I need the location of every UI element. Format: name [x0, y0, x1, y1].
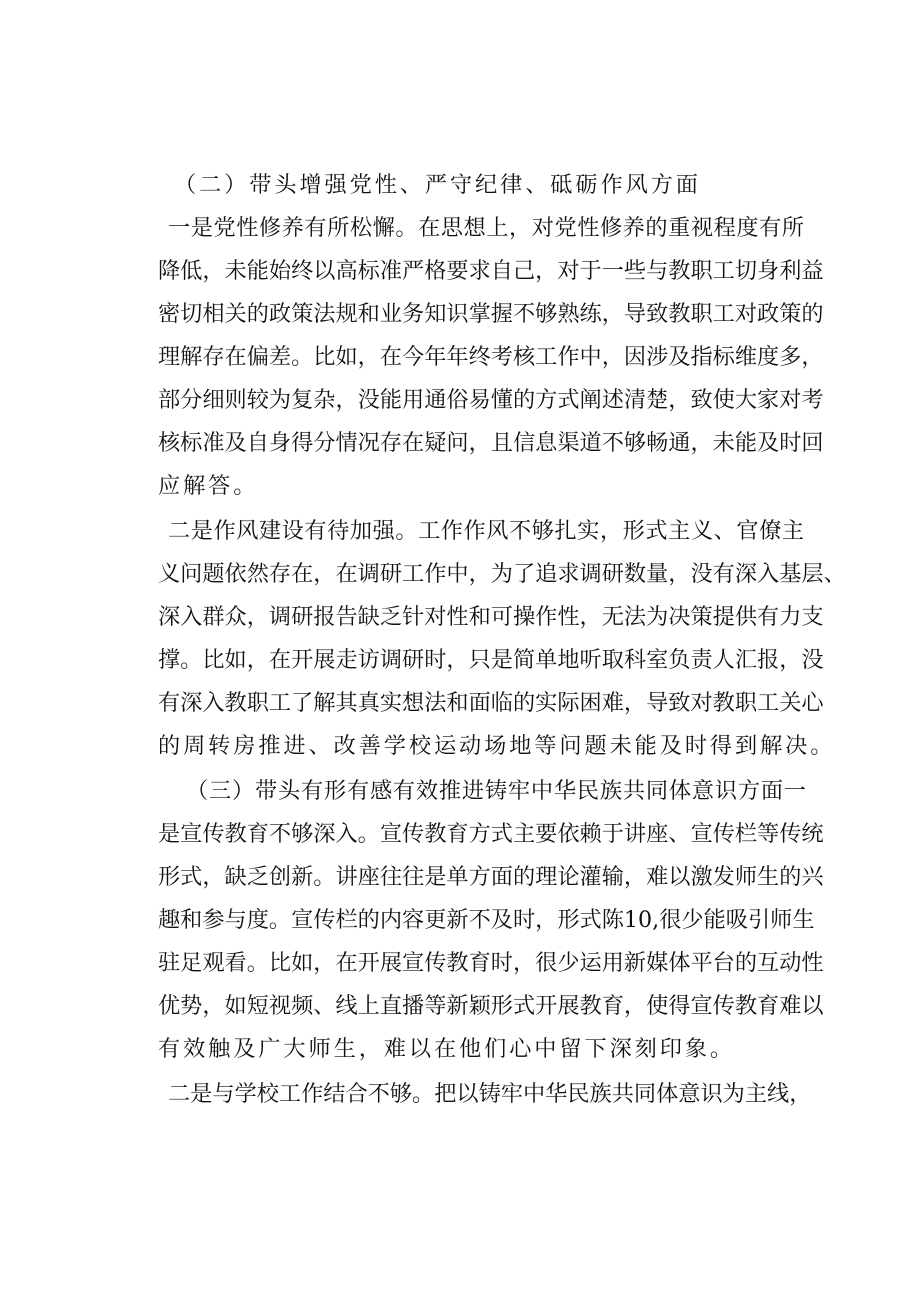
paragraph-line: 二是与学校工作结合不够。把以铸牢中华民族共同体意识为主线， [168, 1081, 812, 1107]
paragraph-line: 应解答。 [158, 473, 259, 499]
paragraph-line: 是宣传教育不够深入。宣传教育方式主要依赖于讲座、宣传栏等传统 [158, 821, 824, 847]
paragraph-line: 二是作风建设有待加强。工作作风不够扎实，形式主义、官僚主 [168, 518, 804, 544]
paragraph-line: 义问题依然存在，在调研工作中，为了追求调研数量，没有深入基层、 [158, 561, 846, 587]
section-heading-3: （三）带头有形有感有效推进铸牢中华民族共同体意识方面一 [186, 778, 806, 804]
paragraph-line: 驻足观看。比如，在开展宣传教育时，很少运用新媒体平台的互动性 [158, 950, 824, 976]
paragraph-line: 形式，缺乏创新。讲座往往是单方面的理论灌输，难以激发师生的兴 [158, 864, 824, 890]
paragraph-line: 的周转房推进、改善学校运动场地等问题未能及时得到解决。 [158, 733, 836, 759]
paragraph-line: 有效触及广大师生，难以在他们心中留下深刻印象。 [158, 1036, 736, 1062]
section-heading-2: （二）带头增强党性、严守纪律、砥砺作风方面 [174, 172, 701, 198]
paragraph-line: 密切相关的政策法规和业务知识掌握不够熟练，导致教职工对政策的 [158, 301, 824, 327]
paragraph-line: 有深入教职工了解其真实想法和面临的实际困难，导致对教职工关心 [158, 690, 824, 716]
paragraph-line: 撑。比如，在开展走访调研时，只是简单地听取科室负责人汇报，没 [158, 647, 824, 673]
paragraph-line: 一是党性修养有所松懈。在思想上，对党性修养的重视程度有所 [168, 215, 804, 241]
paragraph-line: 部分细则较为复杂，没能用通俗易懂的方式阐述清楚，致使大家对考 [158, 387, 824, 413]
paragraph-line: 趣和参与度。宣传栏的内容更新不及时，形式陈10,很少能吸引师生 [158, 907, 815, 933]
paragraph-line: 深入群众，调研报告缺乏针对性和可操作性，无法为决策提供有力支 [158, 604, 824, 630]
paragraph-line: 理解存在偏差。比如，在今年年终考核工作中，因涉及指标维度多， [158, 344, 824, 370]
paragraph-line: 降低，未能始终以高标准严格要求自己，对于一些与教职工切身利益 [158, 258, 824, 284]
paragraph-line: 优势，如短视频、线上直播等新颖形式开展教育，使得宣传教育难以 [158, 993, 824, 1019]
paragraph-line: 核标准及自身得分情况存在疑问，且信息渠道不够畅通，未能及时回 [158, 430, 824, 456]
